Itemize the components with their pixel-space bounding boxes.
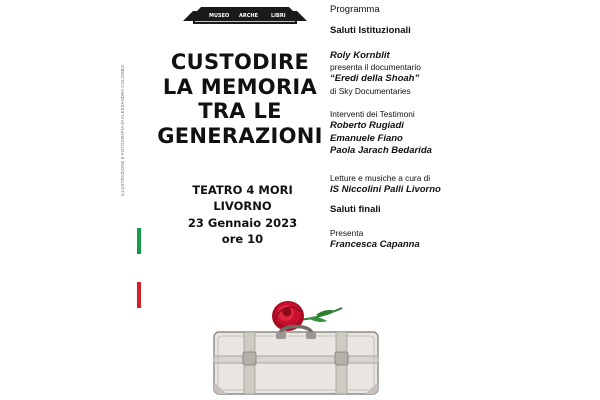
programme-item-8: Paola Jarach Bedarida — [330, 145, 432, 157]
venue-city: LIVORNO — [213, 199, 272, 214]
programme-item-11: Saluti finali — [330, 203, 381, 215]
programme-item-7: Emanuele Fiano — [330, 132, 403, 144]
suitcase-icon — [196, 286, 396, 400]
svg-text:LIBRI: LIBRI — [271, 13, 286, 19]
rose-leaf-icon — [308, 317, 327, 322]
programme-item-10: IS Niccolini Palli Livorno — [330, 183, 441, 195]
programme-item-1: Roly Kornblit — [330, 49, 390, 61]
headline-line-1: CUSTODIRE — [170, 50, 310, 74]
museo-logo — [170, 4, 320, 30]
svg-text:ARCHE: ARCHE — [239, 13, 258, 19]
programme-item-0: Saluti Istituzionali — [330, 25, 411, 36]
programme-item-2: presenta il documentario — [330, 62, 421, 73]
suitcase-body — [214, 327, 378, 395]
programme-item-12: Presenta — [330, 228, 364, 239]
event-time: ore 10 — [221, 231, 264, 246]
programme-item-5: Interventi dei Testimoni — [330, 108, 415, 119]
programme-item-4: di Sky Documentaries — [330, 85, 411, 96]
suitcase-rose-artwork — [196, 286, 396, 400]
accent-tick-green — [137, 228, 141, 254]
programme-item-13: Francesca Capanna — [330, 239, 420, 251]
page-title — [140, 50, 340, 148]
programme-item-6: Roberto Rugiadi — [330, 119, 404, 131]
vertical-credit-text: ILLUSTRAZIONE E FOTOGRAFIA DI ALESSANDRA COLOMBO — [120, 64, 125, 196]
headline-line-2: LA MEMORIA — [162, 74, 318, 99]
logo-banner-icon — [175, 5, 315, 29]
headline-line-3: TRA LE — [198, 99, 282, 124]
event-date: 23 Gennaio 2023 — [187, 215, 298, 230]
programme-column — [330, 4, 510, 252]
programme-item-9: Letture e musiche a cura di — [330, 172, 431, 183]
svg-text:MUSEO: MUSEO — [209, 13, 230, 19]
accent-tick-red — [137, 282, 141, 308]
right-margin — [592, 0, 600, 400]
left-margin — [0, 0, 112, 400]
bottom-strip — [112, 396, 592, 400]
programme-title: Programma — [330, 4, 380, 15]
venue-block — [150, 182, 335, 247]
venue-place: TEATRO 4 MORI — [192, 183, 293, 197]
programme-item-3: “Eredi della Shoah” — [330, 73, 420, 85]
headline-line-4: GENERAZIONI — [157, 123, 323, 148]
